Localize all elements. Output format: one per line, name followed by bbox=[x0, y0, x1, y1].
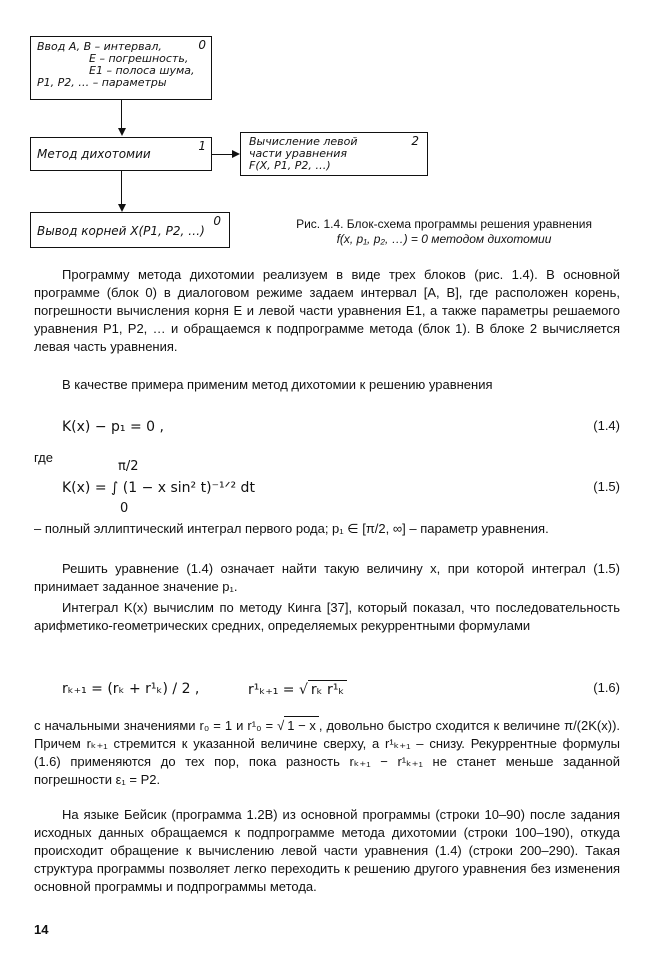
integral-upper-limit: π/2 bbox=[118, 459, 139, 474]
paragraph: с начальными значениями r₀ = 1 и r¹₀ = √ 1 − x , довольно быстро сходится к величине π/(2K(x)). Причем rₖ₊₁ стремится к указанной величине сверху, а r¹ₖ₊₁ – снизу. Рекуррентные формулы (1.6) применяются до тех пор, пока разность rₖ₊₁ − r¹ₖ₊₁ не станет меньше заданной погрешности ε₁ = P2. bbox=[34, 718, 621, 787]
block-line: части уравнения bbox=[249, 147, 347, 160]
equation-1-6-right: r¹ₖ₊₁ = √ rₖ r¹ₖ bbox=[248, 680, 347, 699]
block-number: 2 bbox=[411, 134, 419, 148]
block-line: F(X, P1, P2, …) bbox=[249, 159, 331, 172]
block-line: P1, P2, … – параметры bbox=[37, 76, 167, 89]
arrow-right-icon bbox=[232, 150, 240, 158]
connector-line bbox=[121, 100, 122, 130]
block-number: 0 bbox=[198, 38, 206, 52]
paragraph: В качестве примера применим метод дихотомии к решению уравнения bbox=[62, 377, 493, 392]
caption-line: Рис. 1.4. Блок-схема программы решения уравнения bbox=[296, 217, 592, 231]
paragraph: Интеграл K(x) вычислим по методу Кинга [37], который показал, что последовательность арифметико-геометрических средних, определяемых рекуррентными формулами bbox=[34, 600, 620, 633]
arrow-down-icon bbox=[118, 204, 126, 212]
block-number: 0 bbox=[213, 214, 221, 228]
flowchart-block-dichotomy bbox=[30, 137, 212, 171]
block-line: E – погрешность, bbox=[89, 52, 189, 65]
paragraph: Решить уравнение (1.4) означает найти такую величину x, при которой интеграл (1.5) принимает заданное значение p₁. bbox=[34, 561, 620, 594]
equation-number: (1.6) bbox=[593, 680, 620, 695]
flowchart-block-input bbox=[30, 36, 212, 100]
caption-line: f(x, p₁, p₂, …) = 0 методом дихотомии bbox=[336, 232, 552, 246]
flowchart-block-function bbox=[240, 132, 428, 176]
paragraph: Программу метода дихотомии реализуем в виде трех блоков (рис. 1.4). В основной программе (блок 0) в диалоговом режиме задаем интервал [A, B], где расположен корень, погрешности вычисления корня E и левой части уравнения E1, а также параметры решаемого уравнения P1, P2, … и обращаемся к подпрограмме метода (блок 1). В блоке 2 вычисляется левая часть уравнения. bbox=[34, 267, 620, 354]
integral-lower-limit: 0 bbox=[120, 501, 129, 516]
radicand: 1 − x bbox=[284, 716, 319, 735]
block-line: Вычисление левой bbox=[249, 135, 358, 148]
equation-number: (1.4) bbox=[593, 418, 620, 433]
paragraph: – полный эллиптический интеграл первого рода; p₁ ∈ [π/2, ∞] – параметр уравнения. bbox=[34, 521, 549, 536]
connector-line bbox=[212, 154, 234, 155]
block-label: Метод дихотомии bbox=[37, 147, 151, 161]
connector-line bbox=[121, 171, 122, 206]
equation-1-5: K(x) = ∫ (1 − x sin² t)⁻¹ᐟ² dt bbox=[62, 480, 255, 496]
radicand: rₖ r¹ₖ bbox=[308, 680, 348, 699]
arrow-down-icon bbox=[118, 128, 126, 136]
equation-1-6-left: rₖ₊₁ = (rₖ + r¹ₖ) / 2 , bbox=[62, 681, 200, 697]
figure-caption bbox=[258, 217, 630, 247]
equation-number: (1.5) bbox=[593, 479, 620, 494]
where-label: где bbox=[34, 450, 53, 465]
paragraph: На языке Бейсик (программа 1.2В) из основной программы (строки 10–90) после задания исходных данных обращаемся к подпрограмме метода дихотомии (строки 100–190), откуда происходит обращение к вычислению левой части уравнения (1.4) (строки 200–290). Такая структура программы позволяет легко переходить к решению другого уравнения без изменения основной программы и подпрограммы метода. bbox=[34, 807, 620, 894]
block-line: Ввод A, B – интервал, bbox=[37, 40, 162, 53]
block-label: Вывод корней X(P1, P2, …) bbox=[37, 224, 205, 238]
equation-1-4: K(x) − p₁ = 0 , bbox=[62, 419, 164, 435]
page-number: 14 bbox=[34, 922, 49, 937]
flowchart-block-output bbox=[30, 212, 230, 248]
block-line: E1 – полоса шума, bbox=[89, 64, 195, 77]
block-number: 1 bbox=[198, 139, 206, 153]
